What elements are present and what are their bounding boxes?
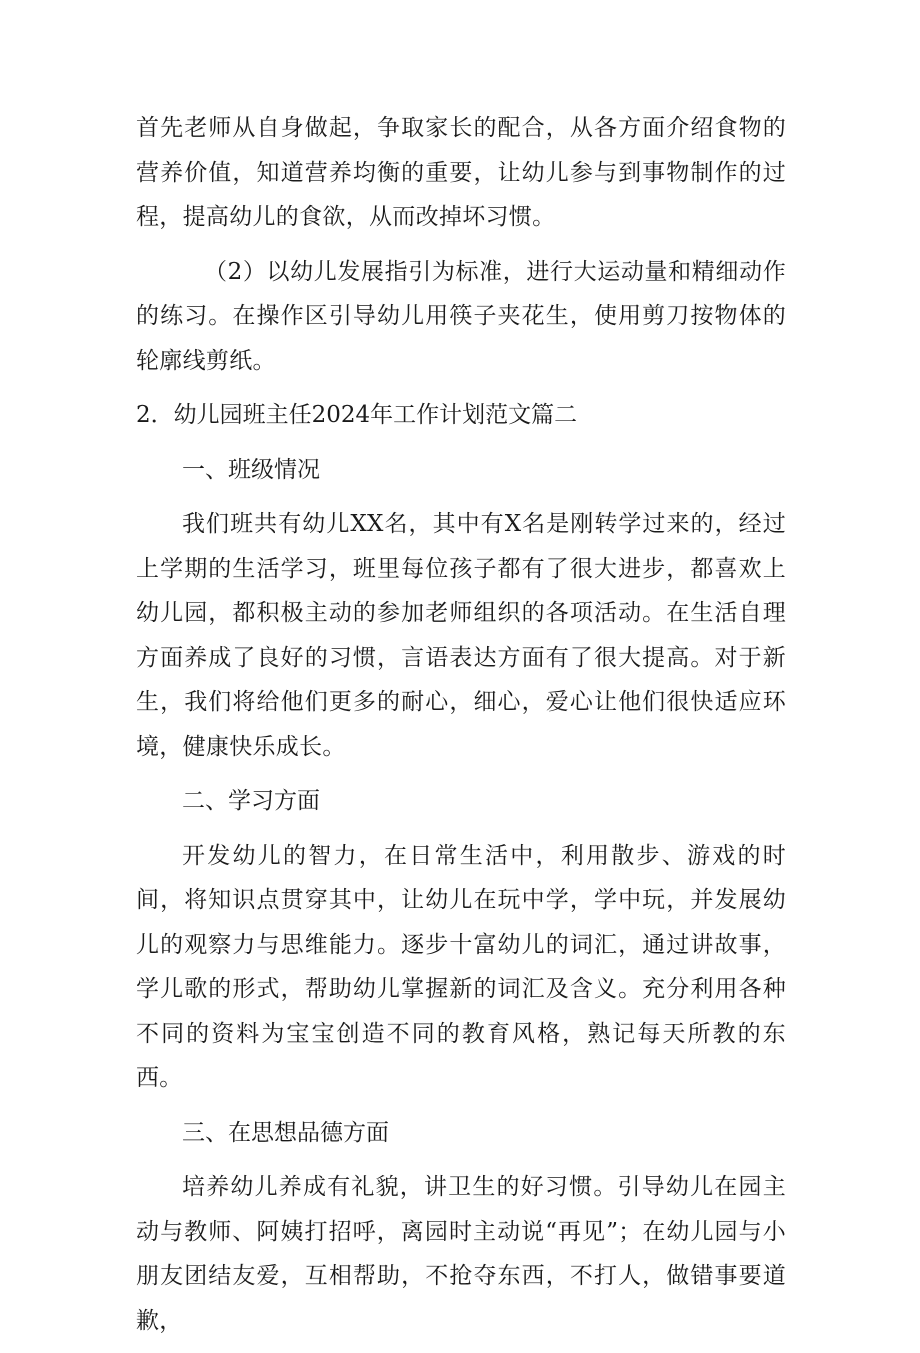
- heading-learning: 二、学习方面: [182, 788, 320, 814]
- heading-class-situation: 一、班级情况: [182, 456, 320, 483]
- heading-moral: 三、在思想品德方面: [182, 1119, 389, 1146]
- section-title: 2．幼儿园班主任2024年工作计划范文篇二: [136, 402, 578, 428]
- paragraph-class-situation: 我们班共有幼儿XX名，其中有X名是刚转学过来的，经过上学期的生活学习，班里每位孩子都有了很大进步，都喜欢上幼儿园，都积极主动的参加老师组织的各项活动。在生活自理方面养成了良好的习惯，言语表达方面有了很大提高。对于新生，我们将给他们更多的耐心，细心，爱心让他们很快适应环境，健康快乐成长。: [136, 511, 786, 760]
- document-body: [136, 106, 786, 1353]
- paragraph-moral: 培养幼儿养成有礼貌，讲卫生的好习惯。引导幼儿在园主动与教师、阿姨打招呼，离园时主动说“再见”；在幼儿园与小朋友团结友爱，互相帮助，不抢夺东西，不打人，做错事要道歉，: [136, 1174, 786, 1334]
- paragraph-motor-skills: （2）以幼儿发展指引为标准，进行大运动量和精细动作的练习。在操作区引导幼儿用筷子夹花生，使用剪刀按物体的轮廓线剪纸。: [136, 258, 786, 374]
- paragraph-learning: 开发幼儿的智力，在日常生活中，利用散步、游戏的时间，将知识点贯穿其中，让幼儿在玩中学，学中玩，并发展幼儿的观察力与思维能力。逐步十富幼儿的词汇，通过讲故事，学儿歌的形式，帮助幼儿掌握新的词汇及含义。充分利用各种不同的资料为宝宝创造不同的教育风格，熟记每天所教的东西。: [136, 842, 786, 1091]
- paragraph-nutrition: 首先老师从自身做起，争取家长的配合，从各方面介绍食物的营养价值，知道营养均衡的重要，让幼儿参与到事物制作的过程，提高幼儿的食欲，从而改掉坏习惯。: [136, 115, 786, 230]
